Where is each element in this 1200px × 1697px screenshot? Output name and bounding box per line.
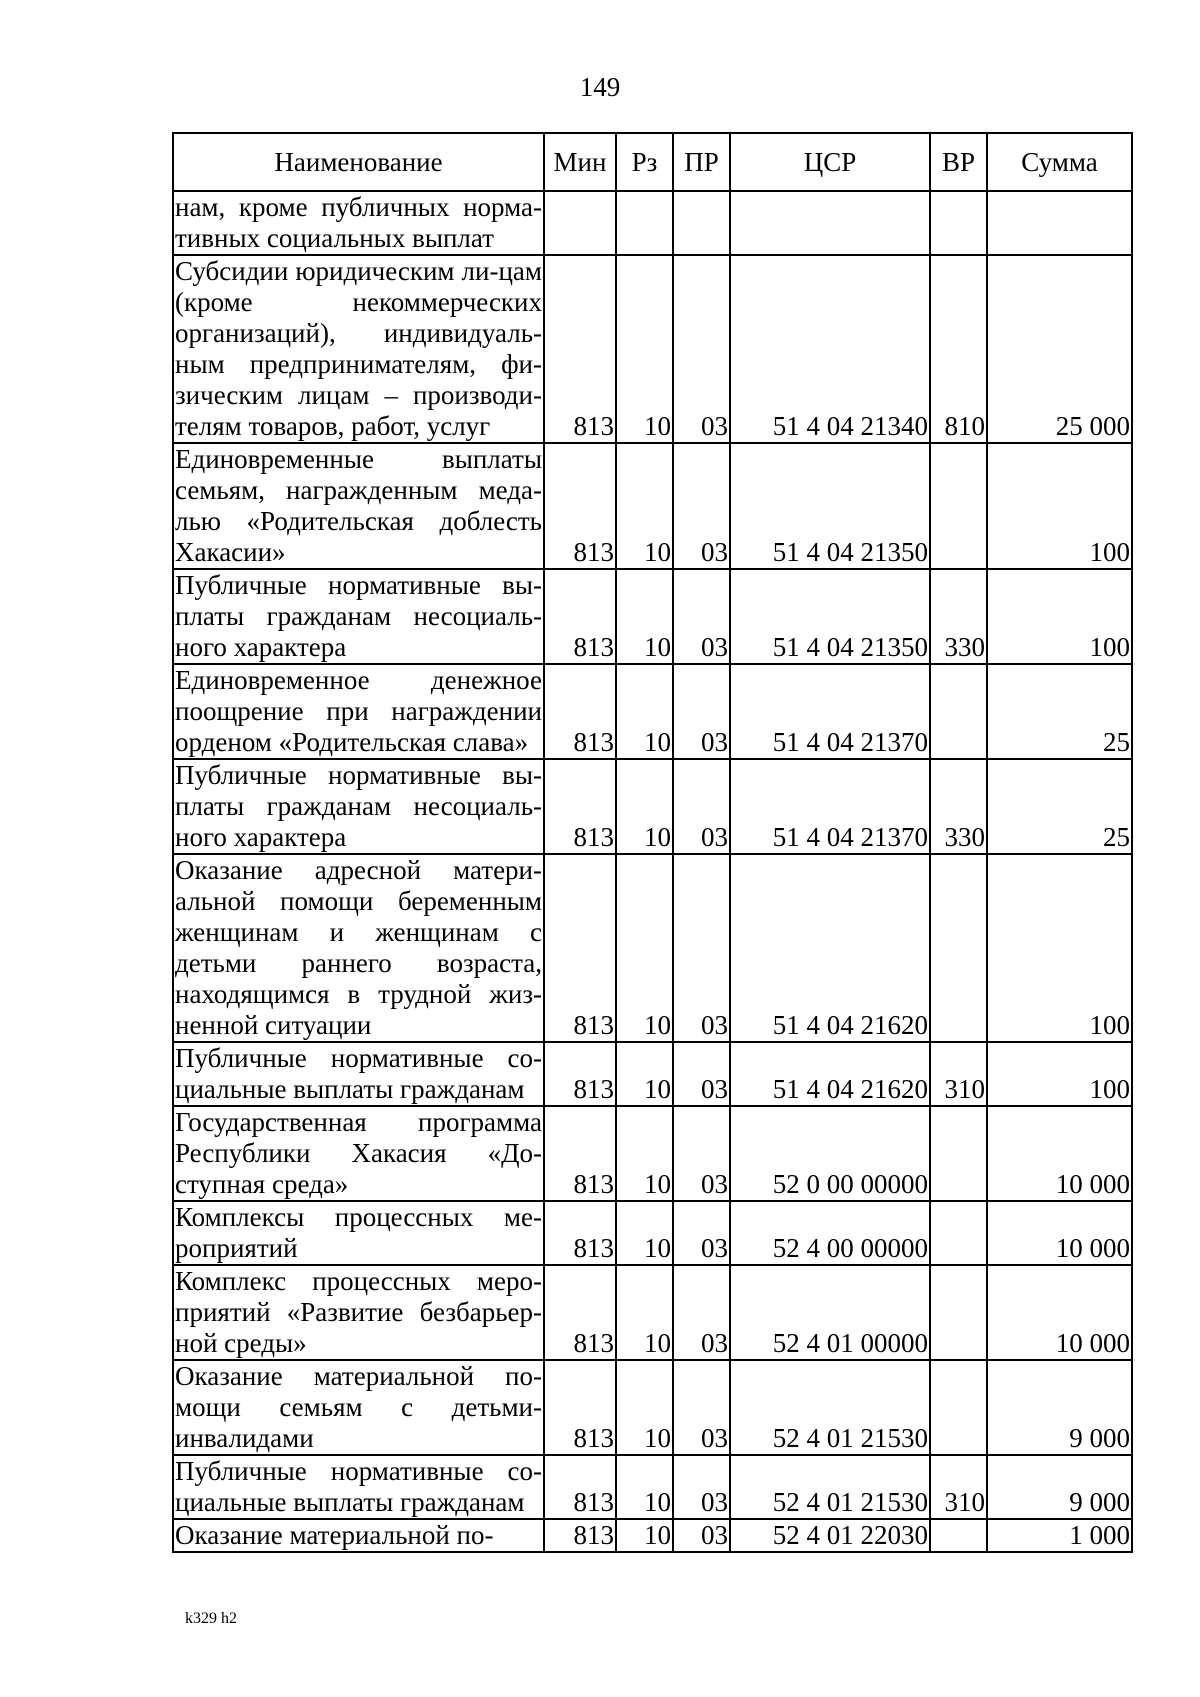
row-rz: 10 [616, 1265, 673, 1360]
budget-table [172, 132, 1133, 1553]
row-min: 813 [544, 1042, 616, 1106]
row-rz: 10 [616, 854, 673, 1042]
row-name: Публичные нормативные со-циальные выплаты гражданам [175, 1043, 542, 1104]
row-name: Субсидии юридическим ли-цам (кроме некоммерческих организаций), индивидуаль-ным предпринимателям, фи-зическим лицам – производи-телям товаров, работ, услуг [175, 256, 542, 441]
row-vr [930, 191, 987, 255]
row-rz: 10 [616, 1042, 673, 1106]
table-header-row [173, 133, 1132, 191]
row-vr: 310 [930, 1455, 987, 1519]
row-sum: 10 000 [987, 1201, 1132, 1265]
row-name: Единовременные выплаты семьям, награжденным меда-лью «Родительская доблесть Хакасии» [175, 444, 542, 567]
row-sum: 25 000 [987, 255, 1132, 443]
row-csr: 52 4 01 22030 [730, 1519, 930, 1552]
row-sum: 100 [987, 854, 1132, 1042]
row-sum: 25 [987, 759, 1132, 854]
row-name: Единовременное денежное поощрение при награждении орденом «Родительская слава» [175, 665, 542, 757]
row-sum: 10 000 [987, 1106, 1132, 1201]
row-vr [930, 664, 987, 759]
row-rz: 10 [616, 1201, 673, 1265]
row-sum: 9 000 [987, 1360, 1132, 1455]
row-min [544, 191, 616, 255]
row-sum: 10 000 [987, 1265, 1132, 1360]
row-sum: 25 [987, 664, 1132, 759]
row-rz: 10 [616, 1455, 673, 1519]
header-min: Мин [544, 133, 616, 191]
row-vr [930, 1519, 987, 1552]
row-csr: 51 4 04 21350 [730, 569, 930, 664]
row-pr: 03 [673, 1201, 730, 1265]
row-name: Публичные нормативные вы-платы гражданам несоциаль-ного характера [175, 570, 542, 662]
row-csr: 51 4 04 21620 [730, 1042, 930, 1106]
row-min: 813 [544, 1201, 616, 1265]
row-min: 813 [544, 1360, 616, 1455]
row-vr [930, 443, 987, 569]
table-row [173, 1360, 1132, 1455]
row-name: Оказание адресной матери-альной помощи беременным женщинам и женщинам с детьми раннего возраста, находящимся в трудной жиз-ненной ситуации [175, 855, 542, 1040]
row-sum: 100 [987, 569, 1132, 664]
row-vr [930, 854, 987, 1042]
row-min: 813 [544, 1455, 616, 1519]
row-vr: 330 [930, 569, 987, 664]
row-sum: 1 000 [987, 1519, 1132, 1552]
row-vr [930, 1201, 987, 1265]
table-row [173, 255, 1132, 443]
row-csr: 52 4 00 00000 [730, 1201, 930, 1265]
table-row [173, 1455, 1132, 1519]
row-csr: 51 4 04 21340 [730, 255, 930, 443]
row-rz: 10 [616, 255, 673, 443]
row-pr: 03 [673, 854, 730, 1042]
row-name: Публичные нормативные вы-платы гражданам несоциаль-ного характера [175, 760, 542, 852]
table-row [173, 664, 1132, 759]
header-pr: ПР [673, 133, 730, 191]
row-pr: 03 [673, 1519, 730, 1552]
row-min: 813 [544, 759, 616, 854]
row-sum: 100 [987, 1042, 1132, 1106]
row-csr: 52 4 01 00000 [730, 1265, 930, 1360]
row-rz: 10 [616, 443, 673, 569]
table-row [173, 759, 1132, 854]
row-pr: 03 [673, 255, 730, 443]
row-csr: 51 4 04 21620 [730, 854, 930, 1042]
row-min: 813 [544, 569, 616, 664]
table-row [173, 569, 1132, 664]
row-pr: 03 [673, 1455, 730, 1519]
row-rz: 10 [616, 1106, 673, 1201]
page-number: 149 [579, 72, 621, 102]
row-vr [930, 1360, 987, 1455]
table-body [173, 191, 1132, 1552]
header-vr: ВР [930, 133, 987, 191]
row-sum [987, 191, 1132, 255]
row-vr [930, 1265, 987, 1360]
row-vr: 810 [930, 255, 987, 443]
row-name: Оказание материальной по-мощи семьям с детьми-инвалидами [175, 1361, 542, 1453]
row-name: Публичные нормативные со-циальные выплаты гражданам [175, 1456, 542, 1517]
row-pr: 03 [673, 569, 730, 664]
row-csr: 52 4 01 21530 [730, 1455, 930, 1519]
row-min: 813 [544, 664, 616, 759]
row-csr: 51 4 04 21370 [730, 759, 930, 854]
row-vr: 330 [930, 759, 987, 854]
header-name: Наименование [173, 133, 544, 191]
row-rz: 10 [616, 1360, 673, 1455]
header-sum: Сумма [987, 133, 1132, 191]
row-rz [616, 191, 673, 255]
row-rz: 10 [616, 759, 673, 854]
table-row [173, 1106, 1132, 1201]
row-name: Оказание материальной по- [173, 1519, 544, 1552]
row-csr: 51 4 04 21370 [730, 664, 930, 759]
table-row [173, 1519, 1132, 1552]
document-code: k329 h2 [185, 1610, 237, 1627]
table-row [173, 1201, 1132, 1265]
row-sum: 9 000 [987, 1455, 1132, 1519]
row-pr: 03 [673, 1106, 730, 1201]
row-min: 813 [544, 854, 616, 1042]
row-min: 813 [544, 1106, 616, 1201]
row-pr: 03 [673, 664, 730, 759]
row-pr: 03 [673, 759, 730, 854]
row-name: Государственная программа Республики Хакасия «До-ступная среда» [175, 1107, 542, 1199]
row-csr [730, 191, 930, 255]
row-name: Комплекс процессных меро-приятий «Развитие безбарьер-ной среды» [175, 1266, 542, 1358]
row-rz: 10 [616, 1519, 673, 1552]
row-pr [673, 191, 730, 255]
table-row [173, 191, 1132, 255]
row-name: нам, кроме публичных норма-тивных социальных выплат [175, 192, 542, 253]
row-csr: 52 4 01 21530 [730, 1360, 930, 1455]
row-pr: 03 [673, 1360, 730, 1455]
row-vr [930, 1106, 987, 1201]
row-rz: 10 [616, 664, 673, 759]
header-csr: ЦСР [730, 133, 930, 191]
row-pr: 03 [673, 1042, 730, 1106]
row-vr: 310 [930, 1042, 987, 1106]
row-min: 813 [544, 255, 616, 443]
table-row [173, 854, 1132, 1042]
table-row [173, 443, 1132, 569]
row-rz: 10 [616, 569, 673, 664]
header-rz: Рз [616, 133, 673, 191]
row-sum: 100 [987, 443, 1132, 569]
row-csr: 52 0 00 00000 [730, 1106, 930, 1201]
row-pr: 03 [673, 443, 730, 569]
table-row [173, 1265, 1132, 1360]
table-row [173, 1042, 1132, 1106]
row-pr: 03 [673, 1265, 730, 1360]
row-min: 813 [544, 1519, 616, 1552]
row-csr: 51 4 04 21350 [730, 443, 930, 569]
row-min: 813 [544, 1265, 616, 1360]
row-name: Комплексы процессных ме-роприятий [175, 1202, 542, 1263]
row-min: 813 [544, 443, 616, 569]
